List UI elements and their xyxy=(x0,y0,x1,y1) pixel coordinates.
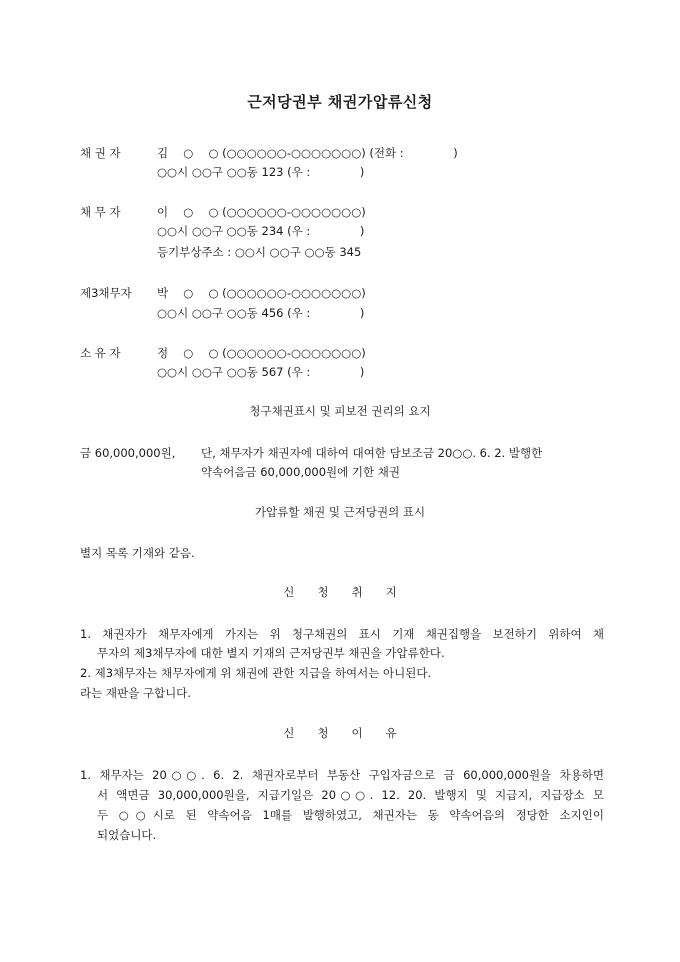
debtor-address: ○○시 ○○구 ○○동 234 (우 : ) xyxy=(157,224,365,238)
purpose-item2: 2. 제3채무자는 채무자에게 위 채권에 관한 지급을 하여서는 아니된다. xyxy=(80,666,432,680)
creditor-name-line: 김 ○ ○ (○○○○○○-○○○○○○○) (전화 : ) xyxy=(157,146,458,160)
debtor-name-line: 이 ○ ○ (○○○○○○-○○○○○○○) xyxy=(157,205,366,219)
claim-description-line2: 약속어음금 60,000,000원에 기한 채권 xyxy=(201,465,401,479)
reason-line2: 서 액면금 30,000,000원을, 지급기일은 20○○. 12. 20. 발행지 및 지급지, 지급장소 모 xyxy=(97,788,604,802)
owner-name-line: 정 ○ ○ (○○○○○○-○○○○○○○) xyxy=(157,346,366,360)
claim-heading: 청구채권표시 및 피보전 권리의 요지 xyxy=(249,404,431,418)
third-debtor-role-label: 제3채무자 xyxy=(80,286,132,300)
reason-heading: 신 청 이 유 xyxy=(283,726,397,740)
purpose-closing: 라는 재판을 구합니다. xyxy=(80,686,191,700)
purpose-item1-line2: 무자의 제3채무자에 대한 별지 기재의 근저당권부 채권을 가압류한다. xyxy=(97,646,445,660)
claim-amount: 금 60,000,000원, xyxy=(80,446,176,460)
debtor-registry-address: 등기부상주소 : ○○시 ○○구 ○○동 345 xyxy=(157,245,362,259)
purpose-heading: 신 청 취 지 xyxy=(283,585,397,599)
seizure-text: 별지 목록 기재와 같음. xyxy=(80,546,195,560)
debtor-role-label: 채 무 자 xyxy=(80,205,121,219)
document-title: 근저당권부 채권가압류신청 xyxy=(247,93,433,111)
third-debtor-address: ○○시 ○○구 ○○동 456 (우 : ) xyxy=(157,306,365,320)
creditor-role-label: 채 권 자 xyxy=(80,146,121,160)
reason-line1: 1. 채무자는 20○○. 6. 2. 채권자로부터 부동산 구입자금으로 금 60,000,000원을 차용하면 xyxy=(80,768,604,782)
third-debtor-name-line: 박 ○ ○ (○○○○○○-○○○○○○○) xyxy=(157,286,366,300)
claim-description-line1: 단, 채무자가 채권자에 대하여 대여한 담보조금 20○○. 6. 2. 발행한 xyxy=(201,446,543,460)
owner-role-label: 소 유 자 xyxy=(80,346,121,360)
seizure-heading: 가압류할 채권 및 근저당권의 표시 xyxy=(254,505,426,519)
creditor-address: ○○시 ○○구 ○○동 123 (우 : ) xyxy=(157,165,365,179)
purpose-item1-line1: 1. 채권자가 채무자에게 가지는 위 청구채권의 표시 기재 채권집행을 보전하기 위하여 채 xyxy=(80,627,604,641)
owner-address: ○○시 ○○구 ○○동 567 (우 : ) xyxy=(157,365,365,379)
reason-line4: 되었습니다. xyxy=(97,828,157,842)
reason-line3: 두 ○○시로 된 약속어음 1매를 발행하였고, 채권자는 동 약속어음의 정당한 소지인이 xyxy=(97,808,604,822)
